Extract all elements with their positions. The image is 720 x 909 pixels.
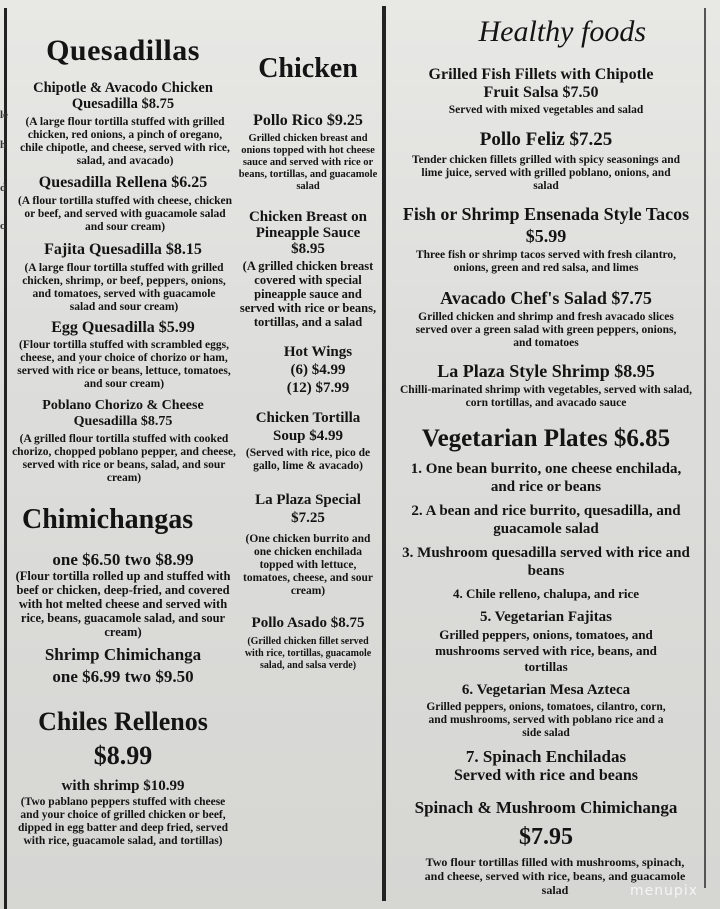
menu-item-desc: (One chicken burrito and one chicken enchilada topped with lettuce, tomatoes, cheese, and sour cream) — [243, 533, 373, 597]
menu-item-name: La Plaza Special $7.25 — [255, 492, 361, 526]
menu-item-name: Pollo Feliz $7.25 — [479, 129, 613, 150]
menu-item-desc: (Grilled chicken fillet served with rice, tortillas, guacamole salad, and salsa verde) — [244, 636, 372, 671]
menu-item-desc: (A grilled chicken breast covered with special pineapple sauce and served with rice or beans, tortillas, and a salad — [239, 259, 377, 329]
menu-item-name: Pollo Rico $9.25 — [253, 112, 363, 129]
column-divider-right — [382, 6, 386, 901]
menu-item-name: Fish or Shrimp Ensenada Style Tacos $5.99 — [402, 204, 690, 246]
menu-item-desc: (A flour tortilla stuffed with cheese, chicken or beef, and served with guacamole salad and sour cream) — [17, 195, 233, 233]
menu-item-name: Poblano Chorizo & Cheese Quesadilla $8.75 — [42, 398, 204, 429]
chiles-rellenos-name: Chiles Rellenos $8.99 — [38, 707, 208, 770]
menu-item-name: Pollo Asado $8.75 — [251, 615, 365, 631]
menu-item-price: one $6.99 two $9.50 — [52, 667, 194, 686]
right-column — [390, 0, 702, 897]
chimichangas-heading: Chimichangas — [22, 504, 194, 535]
menu-item-desc: (Flour tortilla rolled up and stuffed with beef or chicken, deep-fried, and covered with hot melted cheese and served with rice, beans, guacamole salad, and sour cream) — [15, 569, 231, 639]
menu-item-name: Shrimp Chimichanga — [44, 645, 202, 664]
menu-item-name: La Plaza Style Shrimp $8.95 — [437, 361, 655, 381]
menu-item-price: (6) $4.99 — [290, 362, 346, 378]
middle-column — [236, 0, 380, 672]
menu-item-desc: Chilli-marinated shrimp with vegetables, served with salad, corn tortillas, and avacado sauce — [400, 384, 692, 409]
menu-item-desc: Grilled chicken and shrimp and fresh avacado slices served over a green salad with green peppers, onions, and tomatoes — [415, 311, 677, 349]
menu-item-desc: (A large flour tortilla stuffed with grilled chicken, red onions, a pinch of oregano, chile chipotle, and cheese, served with rice, salad, and avacado) — [20, 116, 230, 167]
edge-letter: h — [0, 139, 7, 151]
chiles-rellenos-extra: with shrimp $10.99 — [61, 778, 185, 794]
healthy-foods-heading: Healthy foods — [478, 15, 646, 48]
left-column — [8, 0, 238, 848]
menu-item-price: (12) $7.99 — [286, 380, 350, 396]
menu-item-name: Egg Quesadilla $5.99 — [51, 319, 195, 336]
menu-item-desc: (Two pablano peppers stuffed with cheese and your choice of grilled chicken or beef, dipped in egg batter and deep fried, served with rice, guacamole salad, and tortillas) — [18, 796, 228, 847]
menu-item-name: Fajita Quesadilla $8.15 — [44, 241, 202, 258]
edge-letter: d — [0, 182, 7, 194]
spinach-chimichanga-name: Spinach & Mushroom Chimichanga — [414, 798, 678, 817]
menu-item-desc: Two flour tortillas filled with mushrooms, spinach, and cheese, served with rice, beans, and guacamole salad — [424, 855, 686, 897]
menu-item-name: Chicken Breast on Pineapple Sauce $8.95 — [248, 209, 368, 257]
menu-item-desc: (Flour tortilla stuffed with scrambled eggs, cheese, and your choice of chorizo or ham, served with rice or beans, lettuce, tomatoes, and sour cream) — [17, 339, 231, 390]
vegetarian-heading: Vegetarian Plates $6.85 — [421, 425, 671, 452]
edge-letter: le — [0, 109, 8, 121]
menu-item-name: Chicken Tortilla Soup $4.99 — [255, 410, 361, 444]
vegetarian-item: 7. Spinach Enchiladas — [465, 747, 627, 766]
menu-item-price: one $6.50 two $8.99 — [52, 550, 194, 569]
edge-letter: c — [0, 220, 5, 232]
menu-item-desc: (A large flour tortilla stuffed with grilled chicken, shrimp, or beef, peppers, onions, and tomatoes, served with guacamole salad and sour cream) — [22, 262, 226, 313]
spinach-chimichanga-price: $7.95 — [519, 824, 573, 850]
menu-item-desc: (A grilled flour tortilla stuffed with cooked chorizo, chopped poblano pepper, and cheese, served with rice or beans, salad, and sour cream) — [12, 433, 236, 484]
menu-item-name: Hot Wings — [283, 344, 353, 360]
vegetarian-item: 2. A bean and rice burrito, quesadilla, and guacamole salad — [411, 503, 681, 537]
menu-item-desc: Tender chicken fillets grilled with spicy seasonings and lime juice, served with grilled poblano, onions, and salad — [411, 154, 681, 192]
vegetarian-item: 5. Vegetarian Fajitas — [479, 609, 613, 625]
menu-item-name: Quesadilla Rellena $6.25 — [38, 174, 208, 191]
vegetarian-item-desc: Served with rice and beans — [454, 767, 638, 784]
quesadillas-heading: Quesadillas — [46, 34, 200, 67]
menu-item-desc: Served with mixed vegetables and salad — [448, 104, 644, 116]
menu-item-desc: (Served with rice, pico de gallo, lime & avacado) — [245, 447, 371, 472]
vegetarian-item: 3. Mushroom quesadilla served with rice and beans — [402, 545, 690, 579]
right-edge-line — [704, 8, 706, 888]
watermark: menupix — [629, 883, 698, 899]
vegetarian-item: 4. Chile relleno, chalupa, and rice — [452, 586, 640, 601]
vegetarian-item-desc: Grilled peppers, onions, tomatoes, and mushrooms served with rice, beans, and tortillas — [435, 627, 657, 674]
vegetarian-item-desc: Grilled peppers, onions, tomatoes, cilantro, corn, and mushrooms, served with poblano rice and a side salad — [426, 701, 666, 739]
menu-item-desc: Grilled chicken breast and onions topped with hot cheese sauce and served with rice or beans, tortillas, and guacamole salad — [238, 133, 378, 192]
menu-item-name: Grilled Fish Fillets with Chipotle Fruit Salsa $7.50 — [428, 66, 654, 101]
menu-item-desc: Three fish or shrimp tacos served with fresh cilantro, onions, green and red salsa, and limes — [415, 249, 677, 274]
menu-item-name: Avacado Chef's Salad $7.75 — [440, 288, 652, 308]
vegetarian-item: 6. Vegetarian Mesa Azteca — [461, 682, 631, 698]
chicken-heading: Chicken — [258, 53, 358, 84]
menu-item-name: Chipotle & Avacodo Chicken Quesadilla $8.75 — [33, 80, 213, 112]
vegetarian-item: 1. One bean burrito, one cheese enchilada, and rice or beans — [410, 461, 682, 495]
